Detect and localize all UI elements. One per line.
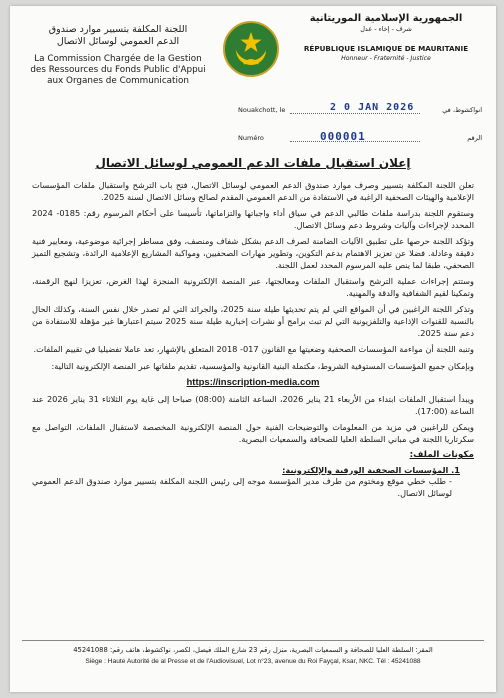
number-label-ar: الرقم <box>467 134 482 142</box>
date-label-ar: انواكشوط، في <box>442 106 482 114</box>
paragraph-8: ويبدأ استقبال الملفات ابتداء من الأربعاء 21 يناير 2026، الساعة الثامنة (08:00) صباحا إلى غاية يوم الثلاثاء 31 يناير 2026 عند الساعة (17:00). <box>32 393 474 416</box>
platform-link[interactable]: https://inscription-media.com <box>186 377 320 389</box>
republic-motto-ar: شرف - إخاء - عدل <box>360 25 412 33</box>
paragraph-2: وستقوم اللجنة بدراسة ملفات طالبي الدعم في سياق أداء واجباتها والتزاماتها، تأسيسا على أحكام المرسوم رقم: 0185- 2024 المحدد لإجراءات وآليات وشروط دعم وسائل الاتصال. <box>32 208 475 230</box>
date-label-fr: Nouakchott, le <box>238 106 286 114</box>
commission-name-fr: La Commission Chargée de la Gestion des Ressources du Fonds Public d'Appui aux Organes de Communication <box>30 54 206 86</box>
date-line <box>238 102 482 118</box>
components-heading: مكونات الملف: <box>409 450 474 461</box>
republic-motto-fr: Honneur - Fraternité - Justice <box>341 55 431 62</box>
footer-address-ar: المقر: السلطة العليا للصحافة و السمعيات البصرية، منزل رقم 23 شارع الملك فيصل، لكصر، نواكشوط، هاتف رقم: 45241088 <box>73 646 433 654</box>
footer-address-fr: Siège : Haute Autorité de al Presse et de l'Audiovisuel, Lot n°23, avenue du Roi Fayçal, Ksar, NKC. Tél : 45241088 <box>85 658 421 665</box>
announcement-body <box>32 180 474 500</box>
component-item-1: 1. المؤسسات الصحفية الورقية والإلكترونية: <box>282 464 460 475</box>
number-line <box>238 130 482 146</box>
republic-header <box>286 12 486 62</box>
national-emblem-icon <box>222 20 280 78</box>
footer <box>22 640 484 667</box>
paragraph-6: وتنبه اللجنة أن مواءمة المؤسسات الصحفية وضعيتها مع القانون 017- 2018 المتعلق بالإشهار، تعد عاملا تفضيليا في تقييم الملفات. <box>33 344 474 355</box>
commission-header <box>28 24 208 87</box>
date-dots <box>290 113 420 114</box>
paragraph-7: وبإمكان جميع المؤسسات المستوفية الشروط، مكتملة البنية القانونية والمؤسسية، تقديم ملفاتها عبر المنصة الإلكترونية التالية: <box>51 360 474 371</box>
announcement-title: إعلان استقبال ملفات الدعم العمومي لوسائل الاتصال <box>95 156 411 170</box>
paragraph-4: وستتم إجراءات عملية الترشح واستقبال الملفات ومعالجتها، عبر المنصة الإلكترونية المنجزة لهذا الغرض، تعزيزا لنهج الرقمنة، وتمكينا لقيم الشفافية والدقة والمهنية. <box>32 276 474 298</box>
number-stamp: 000001 <box>320 130 366 143</box>
paragraph-5: وتذكر اللجنة الراغبين في أن المواقع التي لم يتم تحديثها طيلة سنة 2025، والجرائد التي لم تصدر خلال نفس السنة، وكذلك الحال بالنسبة للقنوات الإذاعية والتلفزيونية التي لم تبث برامج أو نشرات إخبارية طيلة سنة 2025 سيتم اعتبارها غير مؤهلة للاستفادة من دعم سنة 2025. <box>32 304 474 338</box>
paragraph-3: وتؤكد اللجنة حرصها على تطبيق الآليات الضامنة لصرف الدعم بشكل شفاف ومنصف، وفق مساطر إجرائية موضوعية، ومعايير فنية دقيقة وعادلة. فضلا عن تعزيز الاهتمام بدعم التكوين، وتطوير مهارات الصحفيين، ومواكبة المشاريع الإعلامية الرائدة، وتشجيع التميز الصحفي، طبقا لما ينص عليه المرسوم المحدد لعمل اللجنة. <box>32 236 474 270</box>
republic-name-ar: الجمهورية الإسلامية الموريتانية <box>309 13 463 24</box>
paragraph-9: ويمكن للراغبين في مزيد من المعلومات والتوضيحات الفنية حول المنصة الإلكترونية المخصصة لاستقبال الملفات، التواصل مع سكرتاريا اللجنة في مباني السلطة العليا للصحافة والسمعيات البصرية. <box>32 422 474 444</box>
commission-name-ar-line1: اللجنة المكلفة بتسيير موارد صندوق <box>48 24 188 35</box>
document-page <box>10 6 496 692</box>
date-stamp: 2 0 JAN 2026 <box>330 102 415 113</box>
republic-name-fr: RÉPUBLIQUE ISLAMIQUE DE MAURITANIE <box>303 44 469 53</box>
component-item-1-sub: - طلب خطي موقع ومختوم من طرف مدير المؤسسة موجه إلى رئيس اللجنة المكلفة بتسيير موارد صندوق الدعم العمومي لوسائل الاتصال. <box>32 476 452 499</box>
number-label-fr: Numéro <box>238 134 264 142</box>
paragraph-1: تعلن اللجنة المكلفة بتسيير وصرف موارد صندوق الدعم العمومي لوسائل الاتصال، فتح باب الترشح واستقبال ملفات المؤسسات الإعلامية والهيئات الصحفية الراغبة في الاستفادة من الدعم العمومي المقدم لصالح وسائل الاتصال لسنة 2025. <box>32 180 474 202</box>
commission-name-ar-line2: الدعم العمومي لوسائل الاتصال <box>56 36 180 47</box>
